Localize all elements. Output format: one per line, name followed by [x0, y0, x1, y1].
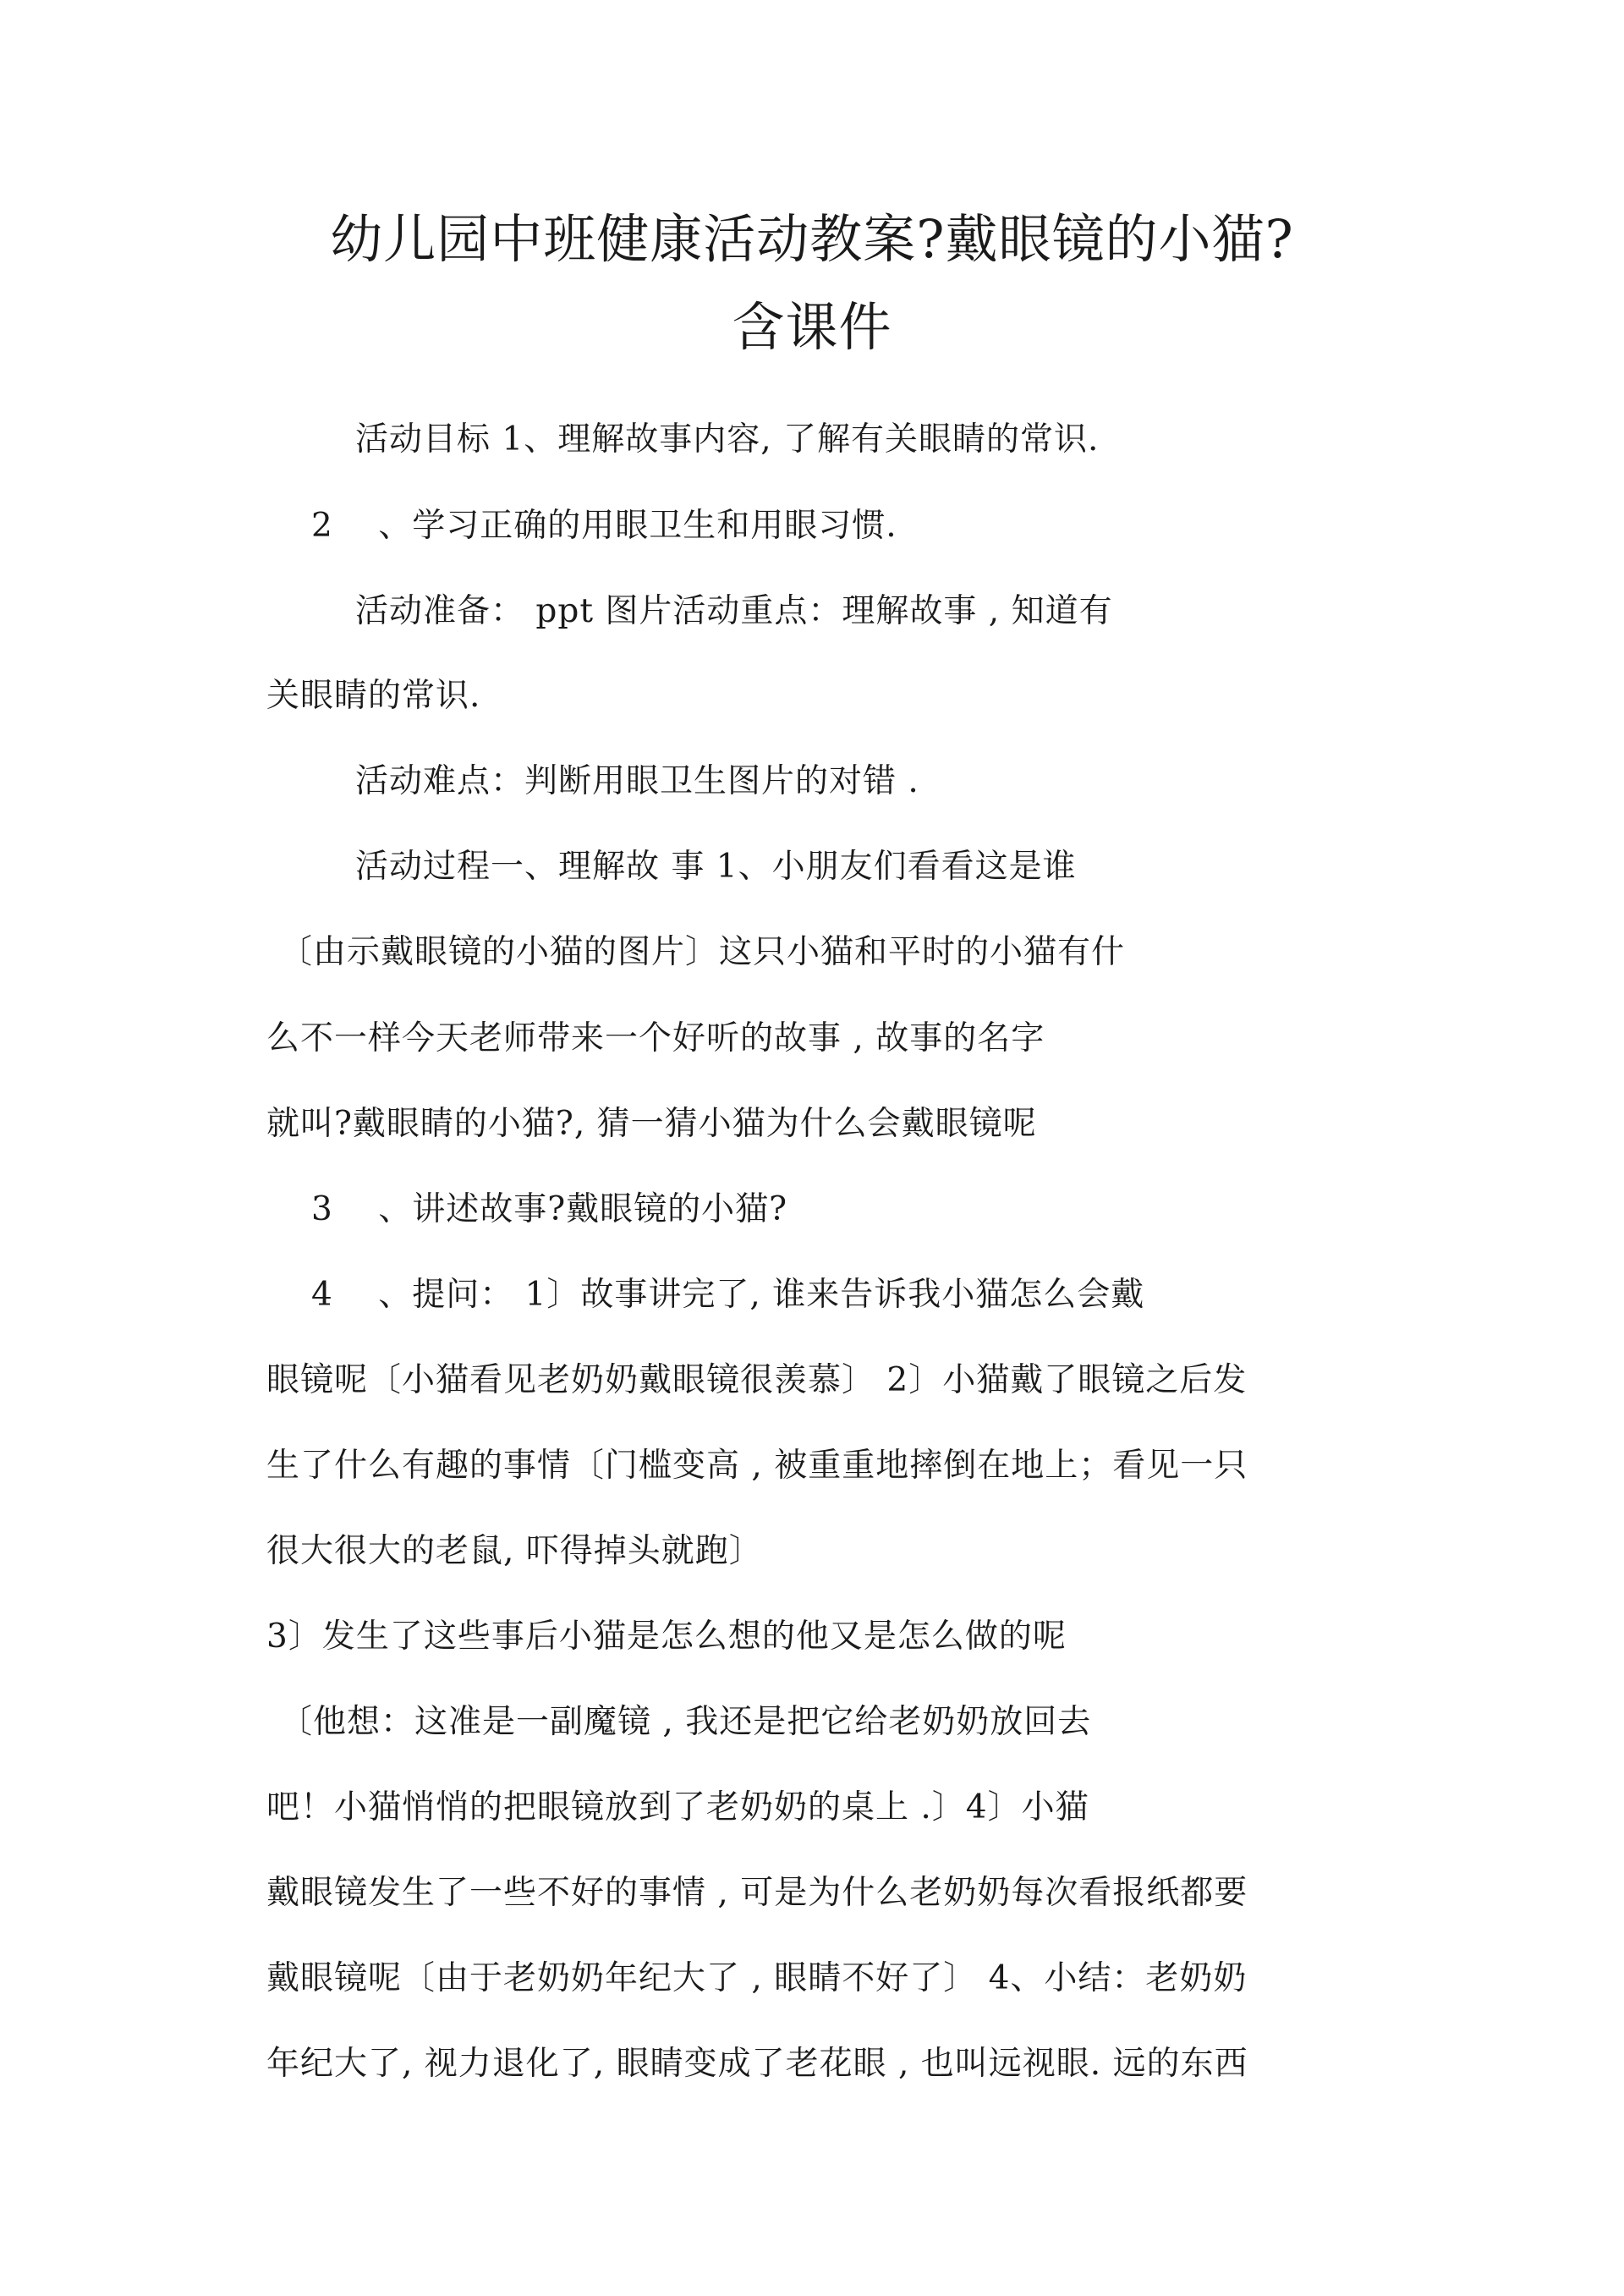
- body-line-1: 活动目标 1、理解故事内容, 了解有关眼睛的常识.: [355, 420, 1100, 459]
- page-title-line-1: 幼儿园中班健康活动教案?戴眼镜的小猫?: [330, 208, 1294, 270]
- body-line-14: 很大很大的老鼠, 吓得掉头就跑〕: [266, 1532, 763, 1570]
- body-line-8: 么不一样今天老师带来一个好听的故事 , 故事的名字: [266, 1019, 1045, 1057]
- body-line-6: 活动过程一、理解故 事 1、小朋友们看看这是谁: [355, 848, 1077, 886]
- page-title-line-2: 含课件: [732, 296, 892, 358]
- body-line-17: 吧！小猫悄悄的把眼镜放到了老奶奶的桌上 .〕4〕小猫: [266, 1788, 1089, 1826]
- body-line-15: 3〕发生了这些事后小猫是怎么想的他又是怎么做的呢: [266, 1618, 1067, 1656]
- body-line-20: 年纪大了, 视力退化了, 眼睛变成了老花眼 , 也叫远视眼. 远的东西: [266, 2045, 1248, 2083]
- body-line-7: 〔由示戴眼镜的小猫的图片〕这只小猫和平时的小猫有什: [279, 933, 1126, 971]
- body-line-9: 就叫?戴眼睛的小猫?, 猜一猜小猫为什么会戴眼镜呢: [266, 1105, 1037, 1143]
- body-line-4: 关眼睛的常识.: [266, 677, 481, 715]
- body-line-11: 4 、提问： 1〕故事讲完了, 谁来告诉我小猫怎么会戴: [311, 1276, 1145, 1314]
- body-line-16: 〔他想：这准是一副魔镜 , 我还是把它给老奶奶放回去: [279, 1703, 1092, 1741]
- body-line-13: 生了什么有趣的事情〔门槛变高 , 被重重地摔倒在地上；看见一只: [266, 1447, 1248, 1485]
- body-line-18: 戴眼镜发生了一些不好的事情 , 可是为什么老奶奶每次看报纸都要: [266, 1874, 1248, 1912]
- body-line-3: 活动准备： ppt 图片活动重点：理解故事 , 知道有: [355, 592, 1113, 630]
- body-line-12: 眼镜呢〔小猫看见老奶奶戴眼镜很羡慕〕 2〕小猫戴了眼镜之后发: [266, 1361, 1248, 1399]
- body-line-5: 活动难点：判断用眼卫生图片的对错 .: [355, 762, 919, 800]
- body-line-2: 2 、学习正确的用眼卫生和用眼习惯.: [311, 507, 897, 545]
- body-line-19: 戴眼镜呢〔由于老奶奶年纪大了 , 眼睛不好了〕 4、小结：老奶奶: [266, 1959, 1248, 1997]
- body-line-10: 3 、讲述故事?戴眼镜的小猫?: [311, 1190, 788, 1228]
